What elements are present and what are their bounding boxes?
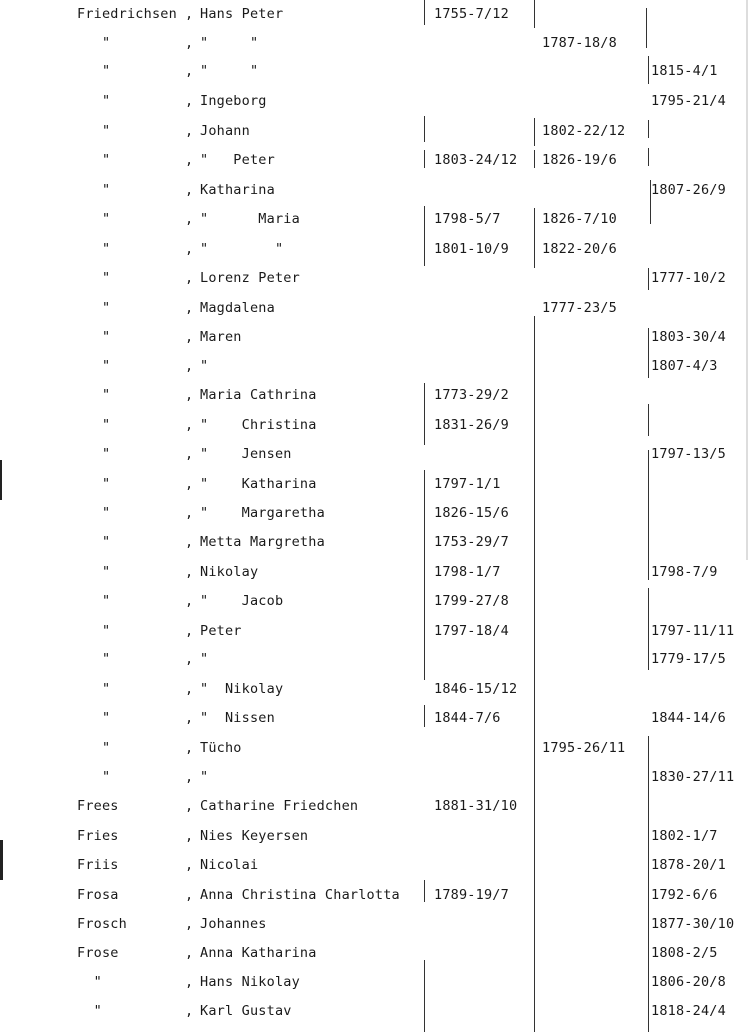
register-row [0, 651, 750, 680]
given-name-cell: Karl Gustav [200, 1003, 292, 1019]
date-column-1: 1773-29/2 [434, 387, 509, 403]
comma-separator: , [185, 623, 194, 639]
date-column-2: 1795-26/11 [542, 740, 626, 756]
comma-separator: , [185, 887, 194, 903]
comma-separator: , [185, 446, 194, 462]
register-row [0, 740, 750, 769]
surname-cell: " [77, 417, 111, 433]
given-name-cell: Ingeborg [200, 93, 267, 109]
register-row [0, 681, 750, 710]
date-column-1: 1789-19/7 [434, 887, 509, 903]
given-name-cell: " Jensen [200, 446, 292, 462]
date-column-3: 1777-10/2 [651, 270, 726, 286]
register-row [0, 417, 750, 446]
surname-cell: " [77, 534, 111, 550]
surname-cell: " [77, 63, 111, 79]
comma-separator: , [185, 6, 194, 22]
date-column-3: 1818-24/4 [651, 1003, 726, 1019]
register-row [0, 505, 750, 534]
comma-separator: , [185, 710, 194, 726]
surname-cell: " [77, 152, 111, 168]
surname-cell: " [77, 93, 111, 109]
register-row [0, 123, 750, 152]
surname-cell: " [77, 1003, 102, 1019]
date-column-2: 1777-23/5 [542, 300, 617, 316]
register-row [0, 945, 750, 974]
comma-separator: , [185, 945, 194, 961]
date-column-3: 1803-30/4 [651, 329, 726, 345]
register-row [0, 974, 750, 1003]
register-row [0, 387, 750, 416]
date-column-1: 1755-7/12 [434, 6, 509, 22]
register-row [0, 534, 750, 563]
date-column-2: 1826-7/10 [542, 211, 617, 227]
comma-separator: , [185, 828, 194, 844]
register-row [0, 623, 750, 652]
comma-separator: , [185, 123, 194, 139]
comma-separator: , [185, 505, 194, 521]
comma-separator: , [185, 974, 194, 990]
surname-cell: " [77, 476, 111, 492]
comma-separator: , [185, 211, 194, 227]
surname-cell: " [77, 387, 111, 403]
given-name-cell: Catharine Friedchen [200, 798, 359, 814]
comma-separator: , [185, 93, 194, 109]
given-name-cell: " [200, 358, 209, 374]
date-column-3: 1807-26/9 [651, 182, 726, 198]
given-name-cell: Johannes [200, 916, 267, 932]
register-row [0, 769, 750, 798]
comma-separator: , [185, 593, 194, 609]
date-column-1: 1846-15/12 [434, 681, 518, 697]
surname-cell: " [77, 623, 111, 639]
register-row [0, 358, 750, 387]
given-name-cell: Maren [200, 329, 242, 345]
date-column-1: 1799-27/8 [434, 593, 509, 609]
given-name-cell: Nikolay [200, 564, 259, 580]
given-name-cell: Tücho [200, 740, 242, 756]
given-name-cell: " Margaretha [200, 505, 325, 521]
surname-cell: " [77, 211, 111, 227]
given-name-cell: Peter [200, 623, 242, 639]
comma-separator: , [185, 564, 194, 580]
date-column-3: 1798-7/9 [651, 564, 718, 580]
register-row [0, 710, 750, 739]
register-row [0, 241, 750, 270]
register-row [0, 857, 750, 886]
register-row [0, 887, 750, 916]
register-row [0, 916, 750, 945]
given-name-cell: " Maria [200, 211, 300, 227]
date-column-1: 1801-10/9 [434, 241, 509, 257]
date-column-3: 1797-13/5 [651, 446, 726, 462]
surname-cell: Frosch [77, 916, 127, 932]
given-name-cell: " Jacob [200, 593, 284, 609]
given-name-cell: " [200, 651, 209, 667]
register-row [0, 1003, 750, 1032]
comma-separator: , [185, 63, 194, 79]
date-column-3: 1806-20/8 [651, 974, 726, 990]
date-column-1: 1831-26/9 [434, 417, 509, 433]
register-row [0, 798, 750, 827]
surname-cell: " [77, 651, 111, 667]
date-column-1: 1797-18/4 [434, 623, 509, 639]
surname-cell: Friis [77, 857, 119, 873]
surname-cell: " [77, 740, 111, 756]
date-column-3: 1808-2/5 [651, 945, 718, 961]
surname-cell: " [77, 505, 111, 521]
surname-cell: " [77, 329, 111, 345]
date-column-1: 1798-1/7 [434, 564, 501, 580]
register-row [0, 182, 750, 211]
given-name-cell: Katharina [200, 182, 275, 198]
given-name-cell: Nies Keyersen [200, 828, 309, 844]
comma-separator: , [185, 152, 194, 168]
date-column-2: 1787-18/8 [542, 35, 617, 51]
comma-separator: , [185, 916, 194, 932]
date-column-3: 1830-27/11 [651, 769, 735, 785]
register-row [0, 446, 750, 475]
given-name-cell: " Christina [200, 417, 317, 433]
comma-separator: , [185, 769, 194, 785]
date-column-1: 1826-15/6 [434, 505, 509, 521]
comma-separator: , [185, 329, 194, 345]
given-name-cell: Hans Nikolay [200, 974, 300, 990]
given-name-cell: " Nikolay [200, 681, 284, 697]
register-row [0, 828, 750, 857]
surname-cell: " [77, 182, 111, 198]
surname-cell: " [77, 123, 111, 139]
surname-cell: " [77, 974, 102, 990]
given-name-cell: Metta Margretha [200, 534, 325, 550]
given-name-cell: Nicolai [200, 857, 259, 873]
given-name-cell: Anna Katharina [200, 945, 317, 961]
date-column-2: 1802-22/12 [542, 123, 626, 139]
given-name-cell: " " [200, 63, 259, 79]
surname-cell: " [77, 358, 111, 374]
given-name-cell: " " [200, 35, 259, 51]
date-column-3: 1815-4/1 [651, 63, 718, 79]
date-column-3: 1795-21/4 [651, 93, 726, 109]
given-name-cell: Maria Cathrina [200, 387, 317, 403]
date-column-3: 1792-6/6 [651, 887, 718, 903]
comma-separator: , [185, 182, 194, 198]
comma-separator: , [185, 651, 194, 667]
register-row [0, 476, 750, 505]
comma-separator: , [185, 35, 194, 51]
surname-cell: " [77, 270, 111, 286]
date-column-3: 1844-14/6 [651, 710, 726, 726]
surname-cell: " [77, 241, 111, 257]
date-column-1: 1753-29/7 [434, 534, 509, 550]
date-column-3: 1878-20/1 [651, 857, 726, 873]
comma-separator: , [185, 417, 194, 433]
surname-cell: " [77, 446, 111, 462]
given-name-cell: Johann [200, 123, 250, 139]
surname-cell: Frosa [77, 887, 119, 903]
register-row [0, 270, 750, 299]
given-name-cell: " Katharina [200, 476, 317, 492]
surname-cell: " [77, 300, 111, 316]
register-row [0, 593, 750, 622]
given-name-cell: Lorenz Peter [200, 270, 300, 286]
comma-separator: , [185, 857, 194, 873]
comma-separator: , [185, 387, 194, 403]
comma-separator: , [185, 681, 194, 697]
date-column-3: 1802-1/7 [651, 828, 718, 844]
surname-cell: " [77, 681, 111, 697]
date-column-3: 1779-17/5 [651, 651, 726, 667]
register-row [0, 35, 750, 64]
comma-separator: , [185, 358, 194, 374]
surname-cell: " [77, 593, 111, 609]
register-row [0, 300, 750, 329]
register-row [0, 329, 750, 358]
date-column-2: 1826-19/6 [542, 152, 617, 168]
given-name-cell: Hans Peter [200, 6, 284, 22]
comma-separator: , [185, 534, 194, 550]
given-name-cell: " Nissen [200, 710, 275, 726]
register-row [0, 6, 750, 35]
given-name-cell: Magdalena [200, 300, 275, 316]
comma-separator: , [185, 270, 194, 286]
surname-cell: Frees [77, 798, 119, 814]
comma-separator: , [185, 241, 194, 257]
surname-cell: " [77, 564, 111, 580]
date-column-2: 1822-20/6 [542, 241, 617, 257]
given-name-cell: " Peter [200, 152, 275, 168]
register-row [0, 152, 750, 181]
date-column-1: 1803-24/12 [434, 152, 518, 168]
surname-cell: " [77, 769, 111, 785]
date-column-3: 1797-11/11 [651, 623, 735, 639]
register-row [0, 564, 750, 593]
date-column-1: 1797-1/1 [434, 476, 501, 492]
comma-separator: , [185, 740, 194, 756]
given-name-cell: " " [200, 241, 284, 257]
surname-cell: Frose [77, 945, 119, 961]
surname-cell: " [77, 35, 111, 51]
comma-separator: , [185, 798, 194, 814]
surname-cell: " [77, 710, 111, 726]
comma-separator: , [185, 300, 194, 316]
date-column-3: 1877-30/10 [651, 916, 735, 932]
surname-cell: Friedrichsen [77, 6, 177, 22]
date-column-1: 1798-5/7 [434, 211, 501, 227]
register-row [0, 63, 750, 92]
given-name-cell: " [200, 769, 209, 785]
register-row [0, 211, 750, 240]
given-name-cell: Anna Christina Charlotta [200, 887, 400, 903]
register-row [0, 93, 750, 122]
date-column-1: 1881-31/10 [434, 798, 518, 814]
date-column-1: 1844-7/6 [434, 710, 501, 726]
surname-cell: Fries [77, 828, 119, 844]
date-column-3: 1807-4/3 [651, 358, 718, 374]
comma-separator: , [185, 476, 194, 492]
comma-separator: , [185, 1003, 194, 1019]
